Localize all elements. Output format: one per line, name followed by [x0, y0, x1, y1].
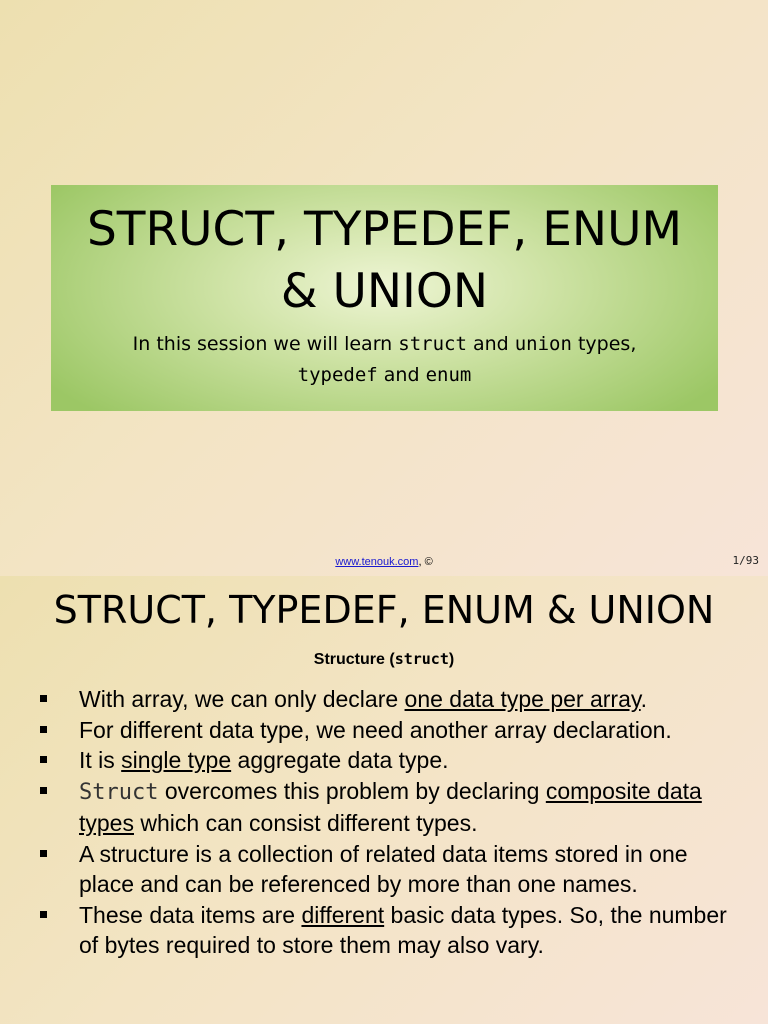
bullet-underlined-text: single type [121, 747, 232, 773]
section-heading-code: struct [394, 650, 449, 668]
bullet-text: With array, we can only declare [79, 686, 405, 712]
tenouk-link[interactable]: www.tenouk.com [335, 556, 419, 568]
bullet-list [37, 684, 737, 961]
subtitle-code-union: union [514, 333, 572, 355]
bullet-text: which can consist different types. [133, 810, 478, 836]
bullet-underlined-text: one data type per array [404, 686, 641, 712]
bullet-square-icon [40, 726, 47, 733]
slide-footer [0, 556, 768, 568]
subtitle-text: and [377, 364, 426, 386]
bullet-item [37, 745, 737, 776]
bullet-item [37, 900, 737, 961]
bullet-text: overcomes this problem by declaring [158, 777, 546, 804]
subtitle-code-enum: enum [425, 364, 472, 386]
bullet-item [37, 715, 737, 746]
main-title-line-2: & UNION [280, 264, 489, 319]
bullet-item [37, 776, 737, 839]
bullet-underlined-text: different [301, 901, 385, 928]
bullet-item [37, 839, 737, 900]
title-box [51, 185, 718, 411]
section-heading-text: Structure ( [313, 651, 395, 668]
copyright-text: , © [418, 556, 433, 568]
bullet-item [37, 684, 737, 715]
bullet-square-icon [40, 756, 47, 763]
bullet-square-icon [40, 911, 47, 918]
bullet-text: . [640, 686, 648, 712]
slide-2-title: STRUCT, TYPEDEF, ENUM & UNION [53, 588, 715, 632]
bullet-text: It is [79, 747, 122, 773]
subtitle-code-typedef: typedef [297, 364, 378, 386]
main-title-line-1: STRUCT, TYPEDEF, ENUM [86, 202, 683, 257]
subtitle-code-struct: struct [398, 333, 467, 355]
bullet-text: aggregate data type. [231, 747, 449, 773]
bullet-square-icon [40, 850, 47, 857]
main-title [51, 185, 718, 323]
slide-2 [0, 576, 768, 1024]
page-number: 1/93 [732, 554, 759, 567]
subtitle-text: In this session we will learn [132, 333, 399, 355]
bullet-text: basic data types. So, the number of bytes required to store them may also vary. [79, 901, 727, 958]
section-heading-close: ) [448, 651, 455, 668]
bullet-square-icon [40, 695, 47, 702]
subtitle-text: and [466, 333, 515, 355]
bullet-text: These data items are [79, 901, 302, 928]
bullet-code: Struct [79, 779, 159, 805]
subtitle [51, 329, 718, 391]
subtitle-text: types, [571, 333, 637, 355]
bullet-square-icon [40, 787, 47, 794]
bullet-text: For different data type, we need another array declaration. [79, 716, 672, 743]
bullet-underlined-text: composite data types [79, 777, 702, 836]
section-heading [0, 650, 768, 669]
bullet-text: A structure is a collection of related data items stored in one place and can be referenced by more than one names. [79, 840, 688, 897]
